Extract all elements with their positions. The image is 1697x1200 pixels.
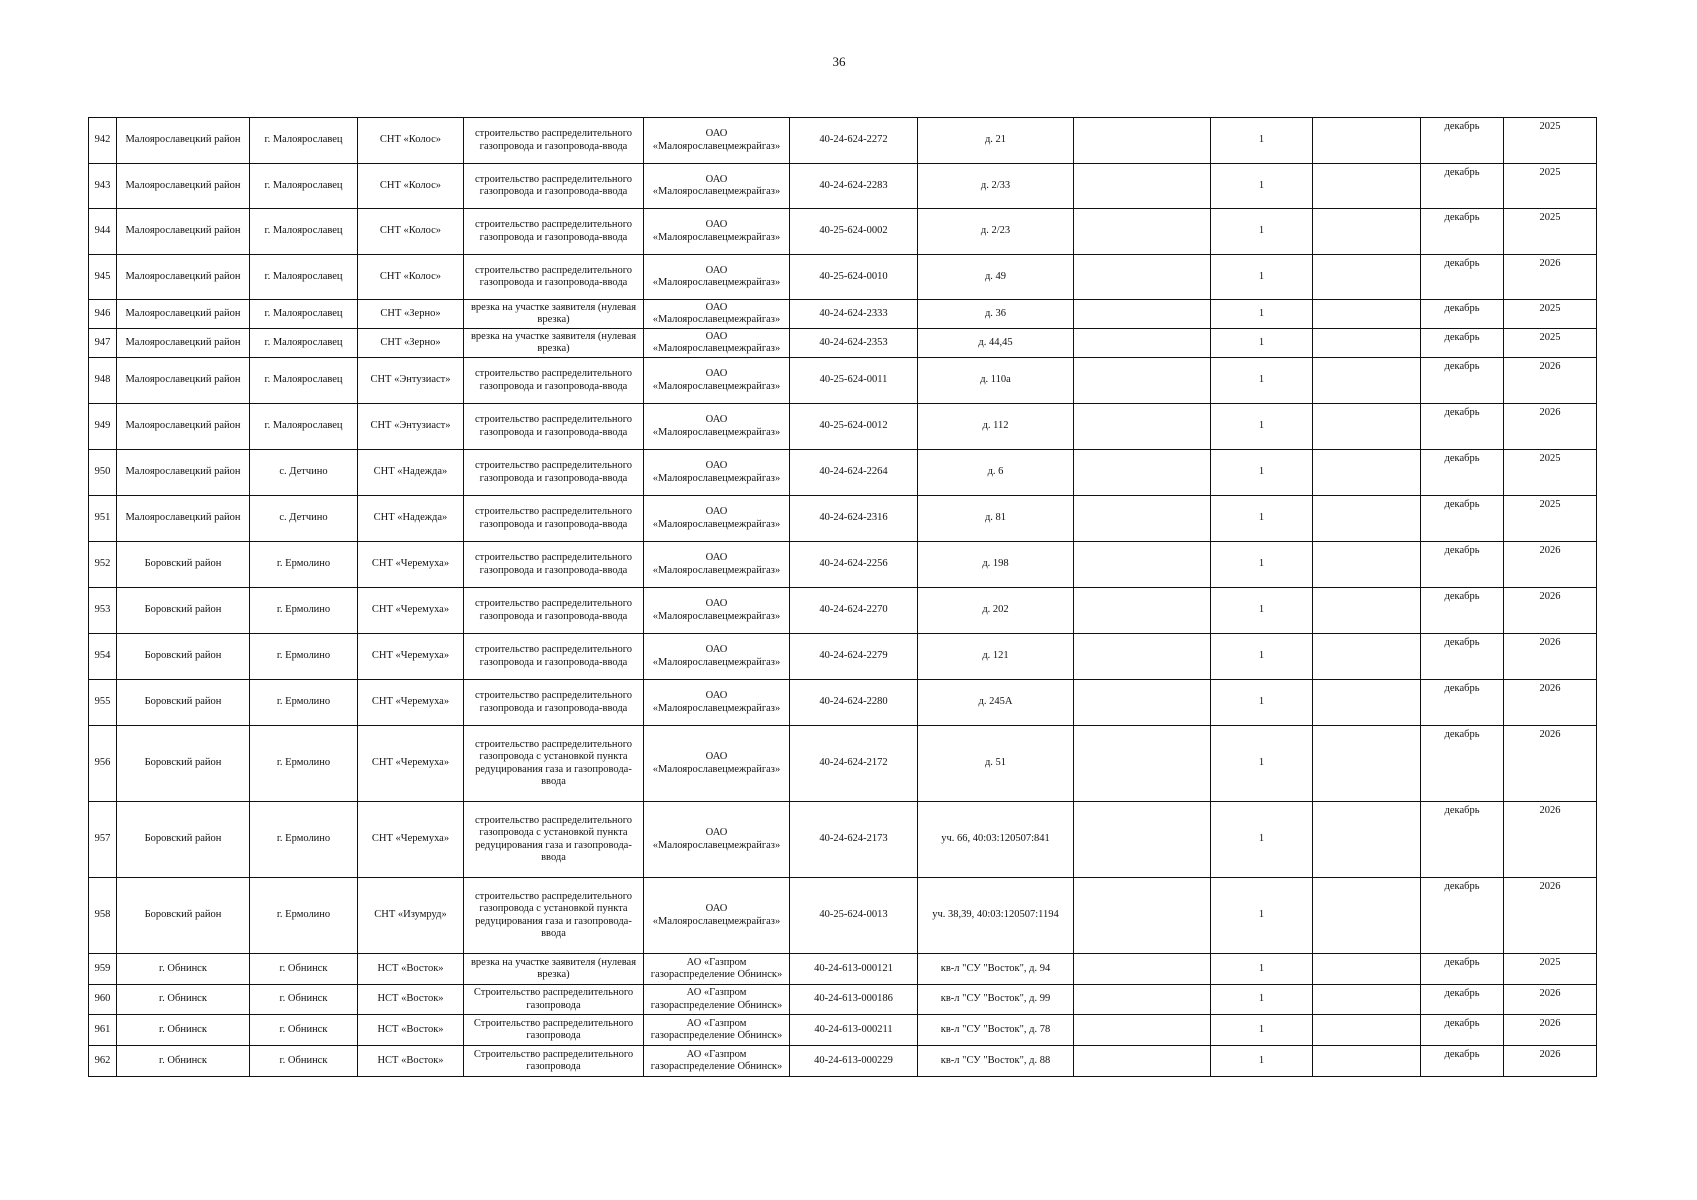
address-cell: д. 49 xyxy=(918,255,1074,300)
snt-cell: НСТ «Восток» xyxy=(358,954,464,985)
work-type-cell: строительство распределительного газопровода с установкой пункта редуцирования газа и газопровода-ввода xyxy=(464,802,644,878)
table-row xyxy=(89,209,1597,255)
empty-cell xyxy=(1313,680,1421,726)
work-type-cell: Строительство распределительного газопровода xyxy=(464,1015,644,1046)
quantity-cell: 1 xyxy=(1211,118,1313,164)
work-type-cell: строительство распределительного газопровода и газопровода-ввода xyxy=(464,255,644,300)
month-cell: декабрь xyxy=(1421,878,1504,954)
district-cell: Боровский район xyxy=(117,588,250,634)
table-row xyxy=(89,404,1597,450)
table-row xyxy=(89,164,1597,209)
address-cell: кв-л "СУ "Восток", д. 78 xyxy=(918,1015,1074,1046)
empty-cell xyxy=(1313,496,1421,542)
locality-cell: г. Обнинск xyxy=(250,954,358,985)
table-row xyxy=(89,878,1597,954)
empty-cell xyxy=(1074,802,1211,878)
district-cell: Малоярославецкий район xyxy=(117,255,250,300)
year-cell: 2026 xyxy=(1504,634,1597,680)
quantity-cell: 1 xyxy=(1211,954,1313,985)
locality-cell: г. Малоярославец xyxy=(250,329,358,358)
application-code-cell: 40-25-624-0002 xyxy=(790,209,918,255)
work-type-cell: Строительство распределительного газопровода xyxy=(464,985,644,1015)
organization-cell: ОАО «Малоярославецмежрайгаз» xyxy=(644,209,790,255)
month-cell: декабрь xyxy=(1421,680,1504,726)
district-cell: г. Обнинск xyxy=(117,985,250,1015)
organization-cell: АО «Газпром газораспределение Обнинск» xyxy=(644,1046,790,1077)
year-cell: 2025 xyxy=(1504,450,1597,496)
address-cell: д. 2/23 xyxy=(918,209,1074,255)
row-number: 945 xyxy=(89,255,117,300)
locality-cell: г. Ермолино xyxy=(250,542,358,588)
month-cell: декабрь xyxy=(1421,300,1504,329)
table-row xyxy=(89,802,1597,878)
organization-cell: ОАО «Малоярославецмежрайгаз» xyxy=(644,404,790,450)
empty-cell xyxy=(1074,1046,1211,1077)
year-cell: 2025 xyxy=(1504,300,1597,329)
address-cell: д. 202 xyxy=(918,588,1074,634)
work-type-cell: врезка на участке заявителя (нулевая врезка) xyxy=(464,954,644,985)
address-cell: д. 198 xyxy=(918,542,1074,588)
application-code-cell: 40-24-624-2173 xyxy=(790,802,918,878)
month-cell: декабрь xyxy=(1421,588,1504,634)
month-cell: декабрь xyxy=(1421,802,1504,878)
empty-cell xyxy=(1313,404,1421,450)
address-cell: кв-л "СУ "Восток", д. 99 xyxy=(918,985,1074,1015)
month-cell: декабрь xyxy=(1421,542,1504,588)
work-type-cell: строительство распределительного газопровода и газопровода-ввода xyxy=(464,164,644,209)
empty-cell xyxy=(1074,954,1211,985)
quantity-cell: 1 xyxy=(1211,1015,1313,1046)
empty-cell xyxy=(1313,1015,1421,1046)
empty-cell xyxy=(1313,542,1421,588)
organization-cell: ОАО «Малоярославецмежрайгаз» xyxy=(644,496,790,542)
table-row xyxy=(89,634,1597,680)
locality-cell: г. Обнинск xyxy=(250,1015,358,1046)
locality-cell: г. Малоярославец xyxy=(250,164,358,209)
quantity-cell: 1 xyxy=(1211,164,1313,209)
empty-cell xyxy=(1074,726,1211,802)
application-code-cell: 40-24-624-2280 xyxy=(790,680,918,726)
district-cell: Боровский район xyxy=(117,542,250,588)
locality-cell: г. Ермолино xyxy=(250,878,358,954)
empty-cell xyxy=(1074,358,1211,404)
table-row xyxy=(89,358,1597,404)
quantity-cell: 1 xyxy=(1211,358,1313,404)
locality-cell: с. Детчино xyxy=(250,450,358,496)
snt-cell: СНТ «Черемуха» xyxy=(358,542,464,588)
snt-cell: СНТ «Черемуха» xyxy=(358,680,464,726)
year-cell: 2026 xyxy=(1504,358,1597,404)
quantity-cell: 1 xyxy=(1211,496,1313,542)
organization-cell: ОАО «Малоярославецмежрайгаз» xyxy=(644,680,790,726)
organization-cell: АО «Газпром газораспределение Обнинск» xyxy=(644,954,790,985)
application-code-cell: 40-25-624-0012 xyxy=(790,404,918,450)
table-row xyxy=(89,1046,1597,1077)
month-cell: декабрь xyxy=(1421,985,1504,1015)
row-number: 955 xyxy=(89,680,117,726)
empty-cell xyxy=(1074,496,1211,542)
table-row xyxy=(89,588,1597,634)
gasification-table xyxy=(88,117,1597,1077)
month-cell: декабрь xyxy=(1421,1046,1504,1077)
district-cell: г. Обнинск xyxy=(117,954,250,985)
empty-cell xyxy=(1074,542,1211,588)
year-cell: 2026 xyxy=(1504,680,1597,726)
year-cell: 2026 xyxy=(1504,1046,1597,1077)
empty-cell xyxy=(1074,300,1211,329)
empty-cell xyxy=(1313,726,1421,802)
empty-cell xyxy=(1313,164,1421,209)
locality-cell: г. Малоярославец xyxy=(250,209,358,255)
district-cell: Малоярославецкий район xyxy=(117,209,250,255)
quantity-cell: 1 xyxy=(1211,404,1313,450)
snt-cell: СНТ «Колос» xyxy=(358,118,464,164)
month-cell: декабрь xyxy=(1421,118,1504,164)
organization-cell: АО «Газпром газораспределение Обнинск» xyxy=(644,985,790,1015)
organization-cell: ОАО «Малоярославецмежрайгаз» xyxy=(644,329,790,358)
district-cell: Боровский район xyxy=(117,726,250,802)
page-number: 36 xyxy=(832,54,846,69)
row-number: 949 xyxy=(89,404,117,450)
empty-cell xyxy=(1313,300,1421,329)
snt-cell: НСТ «Восток» xyxy=(358,1015,464,1046)
row-number: 943 xyxy=(89,164,117,209)
row-number: 959 xyxy=(89,954,117,985)
locality-cell: г. Ермолино xyxy=(250,680,358,726)
year-cell: 2026 xyxy=(1504,726,1597,802)
address-cell: д. 110а xyxy=(918,358,1074,404)
year-cell: 2026 xyxy=(1504,588,1597,634)
district-cell: Малоярославецкий район xyxy=(117,118,250,164)
organization-cell: ОАО «Малоярославецмежрайгаз» xyxy=(644,300,790,329)
quantity-cell: 1 xyxy=(1211,878,1313,954)
quantity-cell: 1 xyxy=(1211,209,1313,255)
empty-cell xyxy=(1313,358,1421,404)
application-code-cell: 40-24-624-2279 xyxy=(790,634,918,680)
row-number: 954 xyxy=(89,634,117,680)
organization-cell: ОАО «Малоярославецмежрайгаз» xyxy=(644,878,790,954)
work-type-cell: строительство распределительного газопровода и газопровода-ввода xyxy=(464,358,644,404)
organization-cell: ОАО «Малоярославецмежрайгаз» xyxy=(644,634,790,680)
snt-cell: СНТ «Черемуха» xyxy=(358,634,464,680)
empty-cell xyxy=(1074,329,1211,358)
empty-cell xyxy=(1074,1015,1211,1046)
district-cell: Боровский район xyxy=(117,680,250,726)
district-cell: г. Обнинск xyxy=(117,1015,250,1046)
empty-cell xyxy=(1074,450,1211,496)
application-code-cell: 40-24-624-2316 xyxy=(790,496,918,542)
empty-cell xyxy=(1074,404,1211,450)
application-code-cell: 40-25-624-0010 xyxy=(790,255,918,300)
month-cell: декабрь xyxy=(1421,954,1504,985)
locality-cell: г. Ермолино xyxy=(250,634,358,680)
empty-cell xyxy=(1074,118,1211,164)
locality-cell: г. Малоярославец xyxy=(250,255,358,300)
row-number: 942 xyxy=(89,118,117,164)
organization-cell: ОАО «Малоярославецмежрайгаз» xyxy=(644,588,790,634)
month-cell: декабрь xyxy=(1421,404,1504,450)
district-cell: Малоярославецкий район xyxy=(117,404,250,450)
work-type-cell: строительство распределительного газопровода и газопровода-ввода xyxy=(464,680,644,726)
empty-cell xyxy=(1313,588,1421,634)
district-cell: Боровский район xyxy=(117,634,250,680)
table-row xyxy=(89,954,1597,985)
empty-cell xyxy=(1313,878,1421,954)
address-cell: д. 121 xyxy=(918,634,1074,680)
application-code-cell: 40-24-613-000211 xyxy=(790,1015,918,1046)
application-code-cell: 40-24-624-2264 xyxy=(790,450,918,496)
year-cell: 2026 xyxy=(1504,802,1597,878)
snt-cell: СНТ «Энтузиаст» xyxy=(358,404,464,450)
snt-cell: НСТ «Восток» xyxy=(358,1046,464,1077)
month-cell: декабрь xyxy=(1421,726,1504,802)
work-type-cell: строительство распределительного газопровода и газопровода-ввода xyxy=(464,118,644,164)
row-number: 960 xyxy=(89,985,117,1015)
table-row xyxy=(89,300,1597,329)
address-cell: д. 81 xyxy=(918,496,1074,542)
district-cell: Боровский район xyxy=(117,802,250,878)
address-cell: кв-л "СУ "Восток", д. 94 xyxy=(918,954,1074,985)
application-code-cell: 40-24-613-000121 xyxy=(790,954,918,985)
year-cell: 2026 xyxy=(1504,1015,1597,1046)
locality-cell: г. Обнинск xyxy=(250,985,358,1015)
empty-cell xyxy=(1313,329,1421,358)
table-row xyxy=(89,329,1597,358)
year-cell: 2025 xyxy=(1504,164,1597,209)
address-cell: д. 112 xyxy=(918,404,1074,450)
organization-cell: ОАО «Малоярославецмежрайгаз» xyxy=(644,358,790,404)
row-number: 950 xyxy=(89,450,117,496)
empty-cell xyxy=(1313,1046,1421,1077)
month-cell: декабрь xyxy=(1421,1015,1504,1046)
work-type-cell: строительство распределительного газопровода и газопровода-ввода xyxy=(464,450,644,496)
snt-cell: СНТ «Черемуха» xyxy=(358,726,464,802)
quantity-cell: 1 xyxy=(1211,985,1313,1015)
locality-cell: г. Малоярославец xyxy=(250,118,358,164)
application-code-cell: 40-24-613-000186 xyxy=(790,985,918,1015)
locality-cell: г. Малоярославец xyxy=(250,358,358,404)
application-code-cell: 40-24-624-2270 xyxy=(790,588,918,634)
row-number: 951 xyxy=(89,496,117,542)
work-type-cell: строительство распределительного газопровода с установкой пункта редуцирования газа и газопровода-ввода xyxy=(464,726,644,802)
snt-cell: СНТ «Зерно» xyxy=(358,300,464,329)
row-number: 944 xyxy=(89,209,117,255)
snt-cell: СНТ «Зерно» xyxy=(358,329,464,358)
quantity-cell: 1 xyxy=(1211,634,1313,680)
address-cell: д. 36 xyxy=(918,300,1074,329)
snt-cell: СНТ «Надежда» xyxy=(358,496,464,542)
address-cell: д. 44,45 xyxy=(918,329,1074,358)
empty-cell xyxy=(1074,634,1211,680)
year-cell: 2025 xyxy=(1504,209,1597,255)
application-code-cell: 40-25-624-0011 xyxy=(790,358,918,404)
locality-cell: г. Обнинск xyxy=(250,1046,358,1077)
organization-cell: ОАО «Малоярославецмежрайгаз» xyxy=(644,164,790,209)
quantity-cell: 1 xyxy=(1211,726,1313,802)
work-type-cell: строительство распределительного газопровода и газопровода-ввода xyxy=(464,209,644,255)
locality-cell: г. Малоярославец xyxy=(250,404,358,450)
address-cell: д. 6 xyxy=(918,450,1074,496)
year-cell: 2026 xyxy=(1504,542,1597,588)
organization-cell: ОАО «Малоярославецмежрайгаз» xyxy=(644,255,790,300)
work-type-cell: строительство распределительного газопровода с установкой пункта редуцирования газа и газопровода-ввода xyxy=(464,878,644,954)
empty-cell xyxy=(1313,802,1421,878)
row-number: 962 xyxy=(89,1046,117,1077)
snt-cell: СНТ «Колос» xyxy=(358,164,464,209)
row-number: 948 xyxy=(89,358,117,404)
district-cell: г. Обнинск xyxy=(117,1046,250,1077)
snt-cell: СНТ «Черемуха» xyxy=(358,802,464,878)
snt-cell: СНТ «Черемуха» xyxy=(358,588,464,634)
month-cell: декабрь xyxy=(1421,209,1504,255)
year-cell: 2026 xyxy=(1504,255,1597,300)
snt-cell: НСТ «Восток» xyxy=(358,985,464,1015)
address-cell: д. 245А xyxy=(918,680,1074,726)
organization-cell: ОАО «Малоярославецмежрайгаз» xyxy=(644,542,790,588)
address-cell: уч. 38,39, 40:03:120507:1194 xyxy=(918,878,1074,954)
application-code-cell: 40-24-624-2353 xyxy=(790,329,918,358)
district-cell: Малоярославецкий район xyxy=(117,358,250,404)
year-cell: 2025 xyxy=(1504,954,1597,985)
organization-cell: ОАО «Малоярославецмежрайгаз» xyxy=(644,450,790,496)
month-cell: декабрь xyxy=(1421,496,1504,542)
work-type-cell: Строительство распределительного газопровода xyxy=(464,1046,644,1077)
row-number: 946 xyxy=(89,300,117,329)
quantity-cell: 1 xyxy=(1211,255,1313,300)
application-code-cell: 40-24-624-2283 xyxy=(790,164,918,209)
address-cell: д. 51 xyxy=(918,726,1074,802)
year-cell: 2026 xyxy=(1504,404,1597,450)
empty-cell xyxy=(1313,954,1421,985)
table-row xyxy=(89,542,1597,588)
quantity-cell: 1 xyxy=(1211,542,1313,588)
year-cell: 2025 xyxy=(1504,496,1597,542)
organization-cell: ОАО «Малоярославецмежрайгаз» xyxy=(644,802,790,878)
quantity-cell: 1 xyxy=(1211,588,1313,634)
row-number: 952 xyxy=(89,542,117,588)
address-cell: д. 2/33 xyxy=(918,164,1074,209)
work-type-cell: строительство распределительного газопровода и газопровода-ввода xyxy=(464,588,644,634)
row-number: 947 xyxy=(89,329,117,358)
snt-cell: СНТ «Надежда» xyxy=(358,450,464,496)
row-number: 957 xyxy=(89,802,117,878)
work-type-cell: строительство распределительного газопровода и газопровода-ввода xyxy=(464,634,644,680)
address-cell: д. 21 xyxy=(918,118,1074,164)
year-cell: 2025 xyxy=(1504,329,1597,358)
locality-cell: с. Детчино xyxy=(250,496,358,542)
quantity-cell: 1 xyxy=(1211,802,1313,878)
district-cell: Малоярославецкий район xyxy=(117,164,250,209)
month-cell: декабрь xyxy=(1421,164,1504,209)
snt-cell: СНТ «Колос» xyxy=(358,209,464,255)
organization-cell: ОАО «Малоярославецмежрайгаз» xyxy=(644,726,790,802)
empty-cell xyxy=(1313,255,1421,300)
application-code-cell: 40-25-624-0013 xyxy=(790,878,918,954)
empty-cell xyxy=(1074,255,1211,300)
empty-cell xyxy=(1074,209,1211,255)
empty-cell xyxy=(1313,985,1421,1015)
application-code-cell: 40-24-613-000229 xyxy=(790,1046,918,1077)
table-row xyxy=(89,985,1597,1015)
quantity-cell: 1 xyxy=(1211,300,1313,329)
row-number: 958 xyxy=(89,878,117,954)
locality-cell: г. Малоярославец xyxy=(250,300,358,329)
locality-cell: г. Ермолино xyxy=(250,726,358,802)
table-body xyxy=(89,118,1597,1077)
empty-cell xyxy=(1074,164,1211,209)
year-cell: 2025 xyxy=(1504,118,1597,164)
empty-cell xyxy=(1313,450,1421,496)
organization-cell: АО «Газпром газораспределение Обнинск» xyxy=(644,1015,790,1046)
year-cell: 2026 xyxy=(1504,878,1597,954)
month-cell: декабрь xyxy=(1421,634,1504,680)
district-cell: Малоярославецкий район xyxy=(117,329,250,358)
row-number: 956 xyxy=(89,726,117,802)
district-cell: Малоярославецкий район xyxy=(117,450,250,496)
table-row xyxy=(89,450,1597,496)
work-type-cell: врезка на участке заявителя (нулевая врезка) xyxy=(464,329,644,358)
empty-cell xyxy=(1074,588,1211,634)
application-code-cell: 40-24-624-2172 xyxy=(790,726,918,802)
row-number: 953 xyxy=(89,588,117,634)
month-cell: декабрь xyxy=(1421,255,1504,300)
table-row xyxy=(89,726,1597,802)
month-cell: декабрь xyxy=(1421,450,1504,496)
empty-cell xyxy=(1074,680,1211,726)
table-row xyxy=(89,255,1597,300)
snt-cell: СНТ «Изумруд» xyxy=(358,878,464,954)
locality-cell: г. Ермолино xyxy=(250,588,358,634)
quantity-cell: 1 xyxy=(1211,450,1313,496)
work-type-cell: строительство распределительного газопровода и газопровода-ввода xyxy=(464,496,644,542)
empty-cell xyxy=(1313,634,1421,680)
empty-cell xyxy=(1313,209,1421,255)
application-code-cell: 40-24-624-2272 xyxy=(790,118,918,164)
work-type-cell: строительство распределительного газопровода и газопровода-ввода xyxy=(464,404,644,450)
quantity-cell: 1 xyxy=(1211,680,1313,726)
locality-cell: г. Ермолино xyxy=(250,802,358,878)
district-cell: Малоярославецкий район xyxy=(117,300,250,329)
month-cell: декабрь xyxy=(1421,358,1504,404)
work-type-cell: строительство распределительного газопровода и газопровода-ввода xyxy=(464,542,644,588)
table-row xyxy=(89,1015,1597,1046)
address-cell: уч. 66, 40:03:120507:841 xyxy=(918,802,1074,878)
month-cell: декабрь xyxy=(1421,329,1504,358)
application-code-cell: 40-24-624-2256 xyxy=(790,542,918,588)
quantity-cell: 1 xyxy=(1211,329,1313,358)
empty-cell xyxy=(1074,985,1211,1015)
work-type-cell: врезка на участке заявителя (нулевая врезка) xyxy=(464,300,644,329)
table-row xyxy=(89,680,1597,726)
table-row xyxy=(89,118,1597,164)
empty-cell xyxy=(1074,878,1211,954)
snt-cell: СНТ «Энтузиаст» xyxy=(358,358,464,404)
snt-cell: СНТ «Колос» xyxy=(358,255,464,300)
organization-cell: ОАО «Малоярославецмежрайгаз» xyxy=(644,118,790,164)
address-cell: кв-л "СУ "Восток", д. 88 xyxy=(918,1046,1074,1077)
application-code-cell: 40-24-624-2333 xyxy=(790,300,918,329)
year-cell: 2026 xyxy=(1504,985,1597,1015)
quantity-cell: 1 xyxy=(1211,1046,1313,1077)
row-number: 961 xyxy=(89,1015,117,1046)
district-cell: Боровский район xyxy=(117,878,250,954)
empty-cell xyxy=(1313,118,1421,164)
table-row xyxy=(89,496,1597,542)
district-cell: Малоярославецкий район xyxy=(117,496,250,542)
